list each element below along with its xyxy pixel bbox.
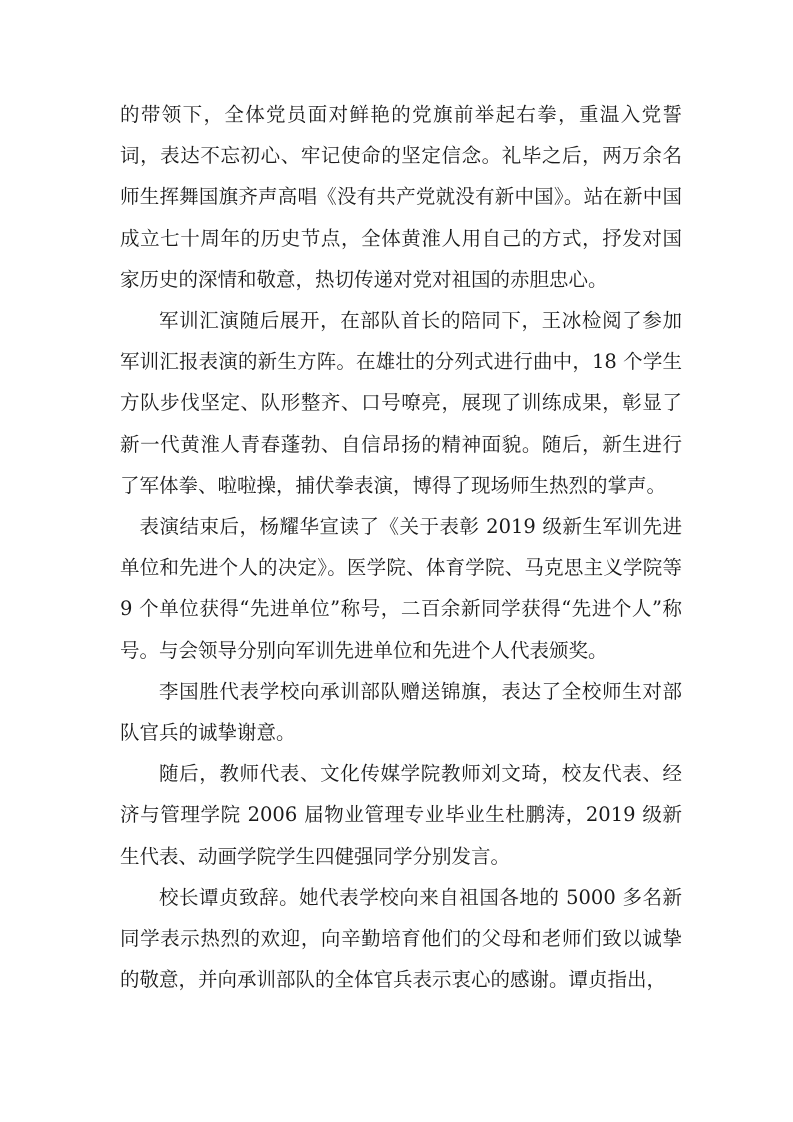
paragraph-5: 随后，教师代表、文化传媒学院教师刘文琦，校友代表、经济与管理学院 2006 届物业管理专业毕业生杜鹏涛，2019 级新生代表、动画学院学生四健强同学分别发言。 bbox=[120, 762, 682, 868]
paragraph-6: 校长谭贞致辞。她代表学校向来自祖国各地的 5000 多名新同学表示热烈的欢迎，向辛勤培育他们的父母和老师们致以诚挚的敬意，并向承训部队的全体官兵表示衷心的感谢。谭贞指出， bbox=[120, 885, 682, 992]
paragraph-1: 的带领下，全体党员面对鲜艳的党旗前举起右拳，重温入党誓词，表达不忘初心、牢记使命的坚定信念。礼毕之后，两万余名师生挥舞国旗齐声高唱《没有共产党就没有新中国》。站在新中国成立七十周年的历史节点，全体黄淮人用自己的方式，抒发对国家历史的深情和敬意，热切传递对党对祖国的赤胆忠心。 bbox=[120, 103, 682, 291]
paragraph-2: 军训汇演随后展开，在部队首长的陪同下，王冰检阅了参加军训汇报表演的新生方阵。在雄壮的分列式进行曲中，18 个学生方队步伐坚定、队形整齐、口号嘹亮，展现了训练成果，彰显了新一代黄淮人青春蓬勃、自信昂扬的精神面貌。随后，新生进行了军体拳、啦啦操，捕伏拳表演，博得了现场师生热烈的掌声。 bbox=[120, 309, 682, 497]
document-body bbox=[120, 94, 682, 1000]
paragraph-4: 李国胜代表学校向承训部队赠送锦旗，表达了全校师生对部队官兵的诚挚谢意。 bbox=[120, 679, 682, 745]
paragraph-3: 表演结束后，杨耀华宣读了《关于表彰 2019 级新生军训先进单位和先进个人的决定》。医学院、体育学院、马克思主义学院等 9 个单位获得“先进单位”称号，二百余新同学获得“先进个人”称号。与会领导分别向军训先进单位和先进个人代表颁奖。 bbox=[120, 515, 682, 662]
